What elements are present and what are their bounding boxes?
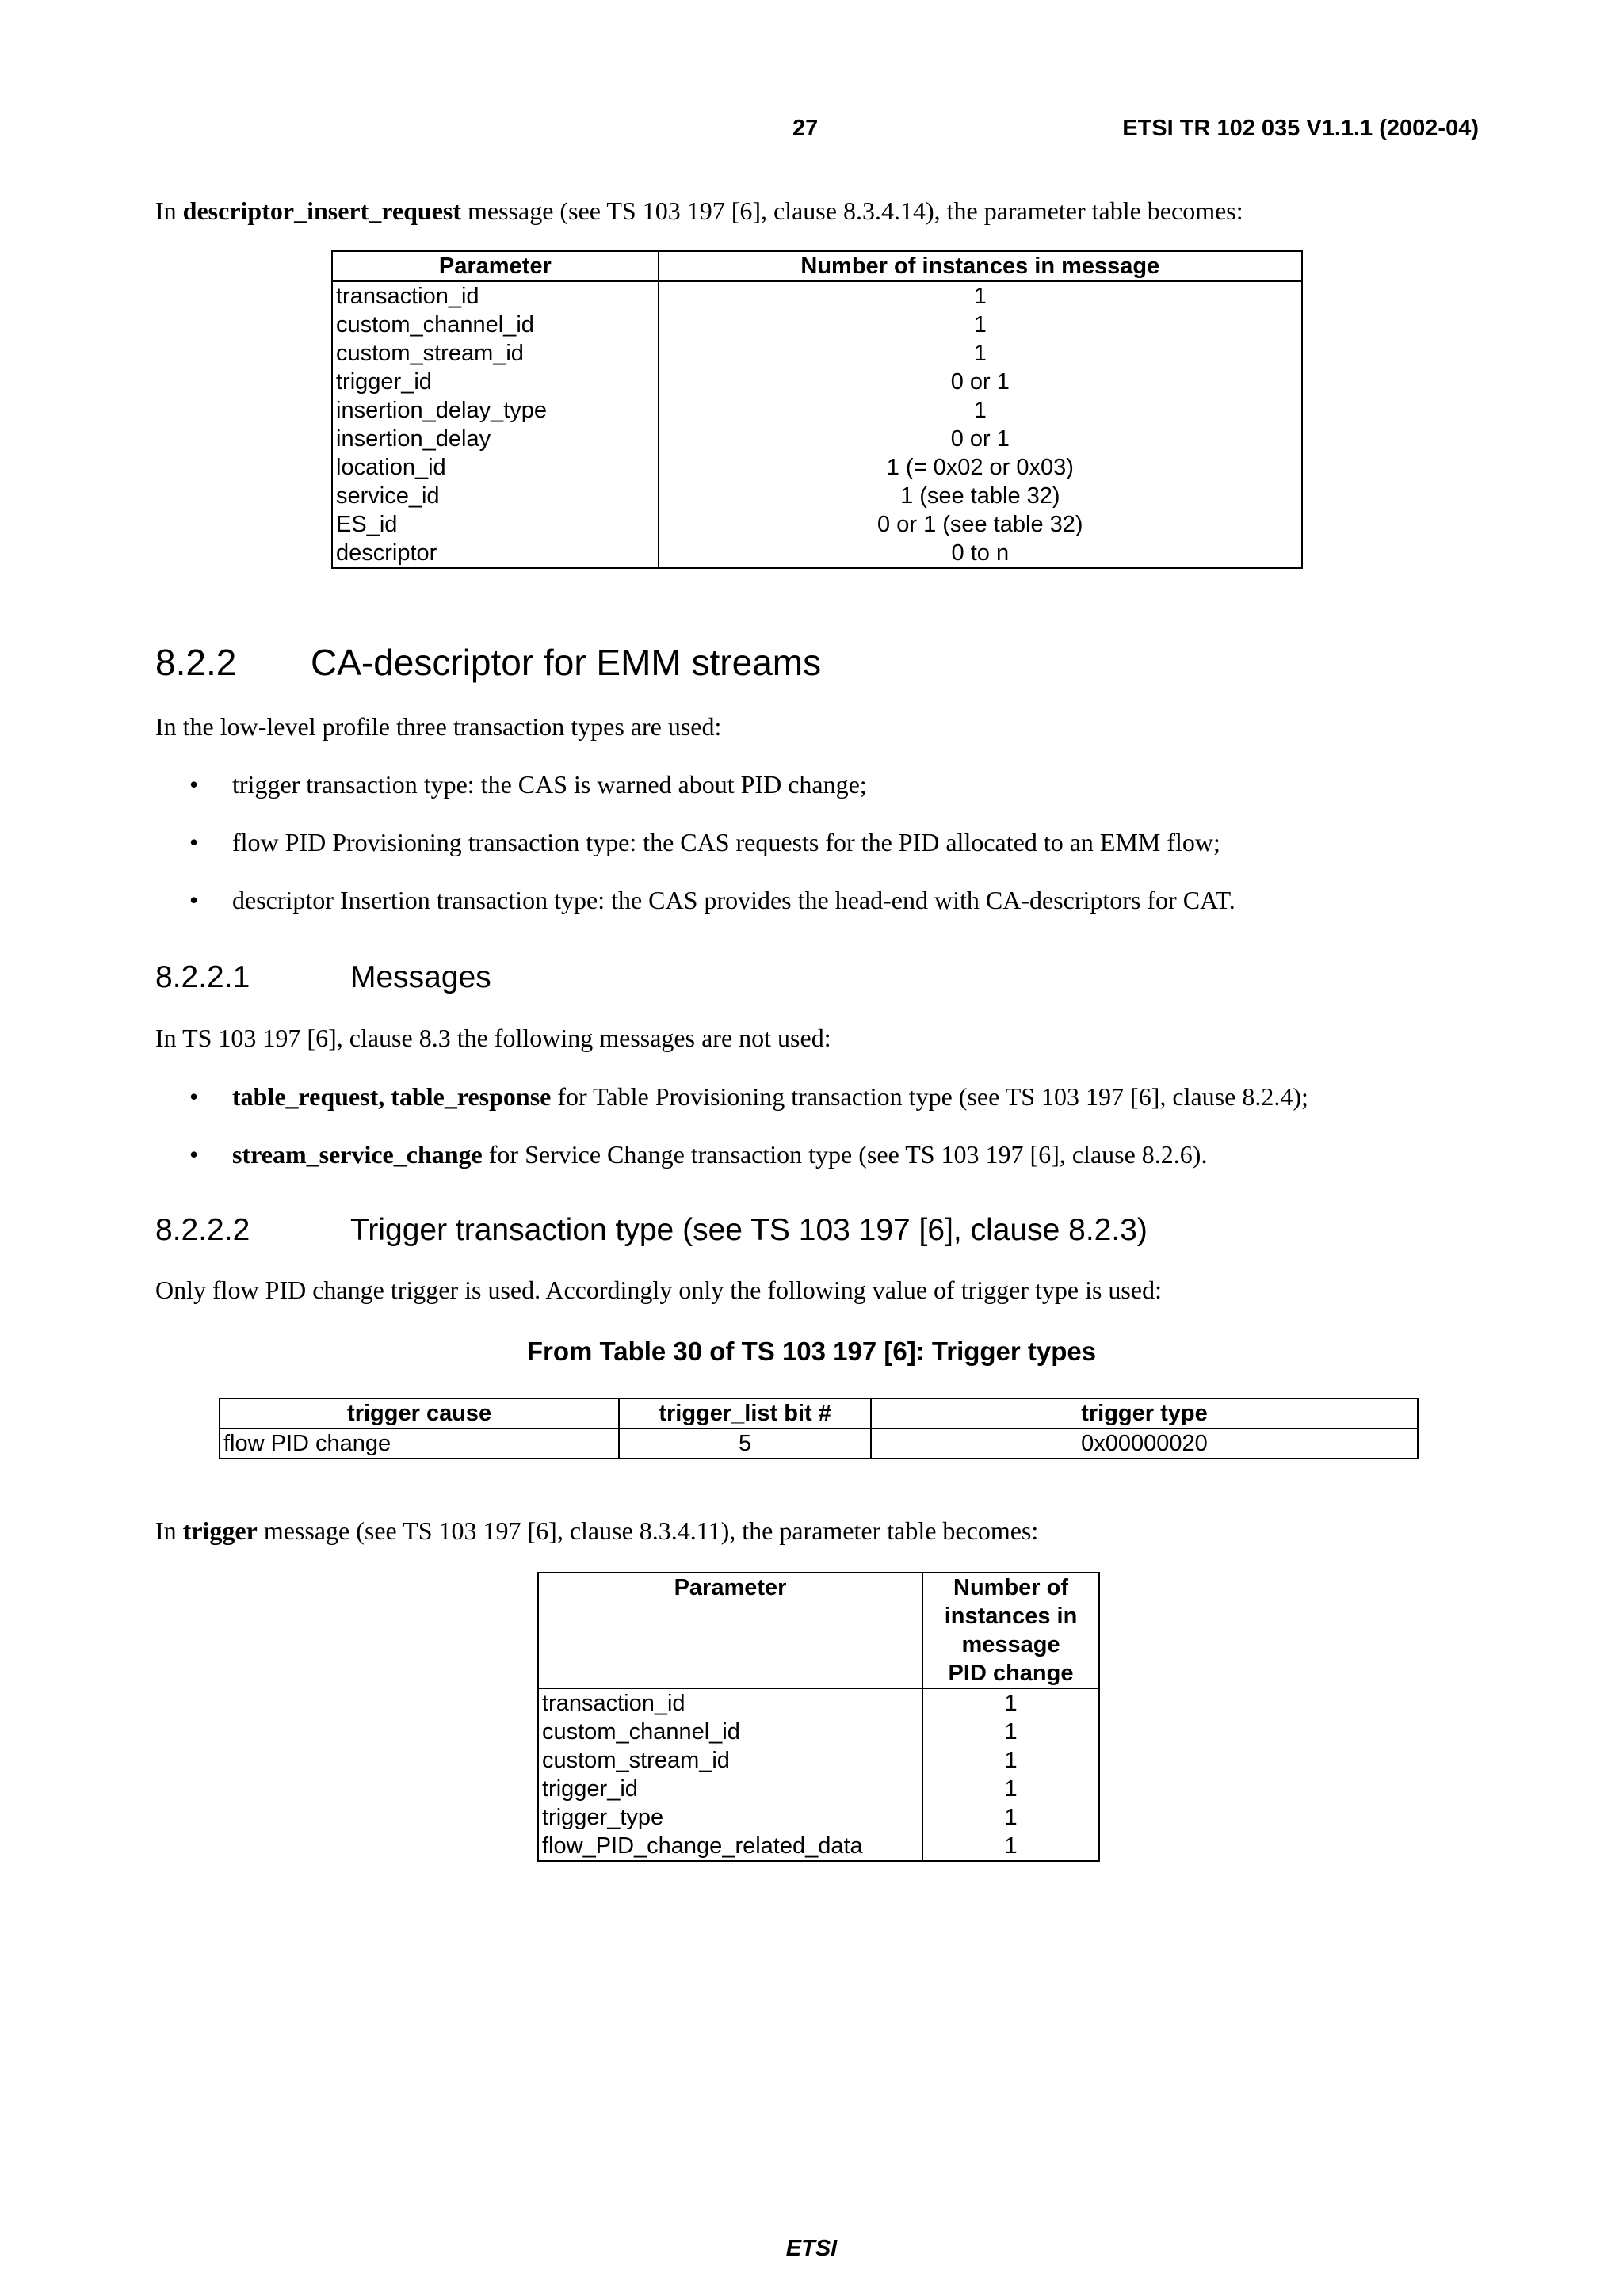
table-row — [332, 396, 1302, 425]
intro-suffix: message (see TS 103 197 [6], clause 8.3.4.11), the parameter table becomes: — [257, 1516, 1039, 1545]
header-line: instances in — [944, 1604, 1078, 1629]
table-cell-parameter: transaction_id — [538, 1688, 922, 1718]
table-cell-instances: 0 to n — [659, 539, 1302, 568]
table-cell-parameter: trigger_id — [538, 1775, 922, 1803]
trigger-types-table — [219, 1398, 1419, 1459]
bullet-icon: • — [189, 1140, 199, 1169]
table-cell-parameter: custom_channel_id — [538, 1718, 922, 1746]
table-cell-instances: 0 or 1 (see table 32) — [659, 510, 1302, 539]
list-item-text — [232, 1138, 1207, 1170]
header-line: message — [961, 1632, 1060, 1657]
table-cell-instances: 1 — [659, 339, 1302, 368]
table-row — [332, 453, 1302, 482]
intro-bold-term: descriptor_insert_request — [182, 196, 461, 225]
table-cell-parameter: location_id — [332, 453, 659, 482]
table-cell-parameter: descriptor — [332, 539, 659, 568]
message-description: for Service Change transaction type (see TS 103 197 [6], clause 8.2.6). — [482, 1140, 1208, 1169]
page-number: 27 — [792, 116, 819, 141]
document-reference: ETSI TR 102 035 V1.1.1 (2002-04) — [1122, 116, 1479, 141]
table-row — [332, 482, 1302, 510]
table-row — [220, 1428, 1418, 1459]
table-cell-trigger-type: 0x00000020 — [871, 1428, 1418, 1459]
intro-prefix: In — [155, 1516, 183, 1545]
table-row — [332, 539, 1302, 568]
table-row — [332, 425, 1302, 453]
table-row — [332, 311, 1302, 339]
table-cell-instances: 1 — [922, 1718, 1099, 1746]
table-cell-parameter: trigger_type — [538, 1803, 922, 1832]
intro-suffix: message (see TS 103 197 [6], clause 8.3.4.14), the parameter table becomes: — [461, 196, 1243, 225]
section-8-2-2-2-intro: Only flow PID change trigger is used. Accordingly only the following value of trigger type is used: — [155, 1276, 1162, 1304]
table-cell-parameter: flow_PID_change_related_data — [538, 1832, 922, 1861]
table-cell-parameter: custom_stream_id — [538, 1746, 922, 1775]
table-cell-parameter: trigger_id — [332, 368, 659, 396]
table-cell-trigger-list-bit: 5 — [619, 1428, 871, 1459]
table-cell-instances: 1 — [659, 396, 1302, 425]
footer-etsi: ETSI — [785, 2236, 838, 2261]
section-heading-8-2-2 — [155, 640, 821, 685]
table-cell-parameter: ES_id — [332, 510, 659, 539]
list-item-text: flow PID Provisioning transaction type: the CAS requests for the PID allocated to an EMM flow; — [232, 828, 1220, 856]
table-cell-parameter: custom_channel_id — [332, 311, 659, 339]
table-row — [538, 1688, 1099, 1718]
section-heading-8-2-2-1 — [155, 959, 491, 997]
table-cell-instances: 1 — [922, 1832, 1099, 1861]
table-row — [538, 1803, 1099, 1832]
section-8-2-2-intro: In the low-level profile three transaction types are used: — [155, 712, 722, 741]
table-cell-parameter: insertion_delay — [332, 425, 659, 453]
section-title: Messages — [350, 960, 491, 994]
trigger-parameter-table — [537, 1572, 1100, 1862]
table-cell-instances: 0 or 1 — [659, 425, 1302, 453]
table-cell-instances: 1 (= 0x02 or 0x03) — [659, 453, 1302, 482]
table-row — [332, 281, 1302, 311]
table-cell-instances: 1 — [922, 1688, 1099, 1718]
section-number: 8.2.2.1 — [155, 960, 250, 994]
list-item-text — [232, 1081, 1308, 1112]
descriptor-insert-intro — [155, 195, 1243, 227]
intro-prefix: In — [155, 196, 183, 225]
table-row — [538, 1775, 1099, 1803]
section-title: Trigger transaction type (see TS 103 197 [6], clause 8.2.3) — [350, 1213, 1148, 1247]
table-cell-instances: 1 — [659, 281, 1302, 311]
trigger-message-intro — [155, 1515, 1038, 1547]
section-number: 8.2.2 — [155, 642, 237, 683]
table-caption: From Table 30 of TS 103 197 [6]: Trigger types — [526, 1337, 1097, 1366]
table-header-parameter: Parameter — [538, 1573, 922, 1688]
table-cell-trigger-cause: flow PID change — [220, 1428, 619, 1459]
message-description: for Table Provisioning transaction type (see TS 103 197 [6], clause 8.2.4); — [551, 1082, 1308, 1111]
intro-bold-term: trigger — [182, 1516, 258, 1545]
message-name: table_request, table_response — [232, 1082, 552, 1111]
bullet-icon: • — [189, 828, 199, 856]
section-heading-8-2-2-2 — [155, 1211, 1148, 1249]
section-number: 8.2.2.2 — [155, 1213, 250, 1247]
table-header-parameter: Parameter — [332, 251, 659, 281]
table-header-trigger-type: trigger type — [871, 1398, 1418, 1428]
bullet-icon: • — [189, 886, 199, 914]
table-cell-instances: 1 — [922, 1746, 1099, 1775]
table-cell-instances: 1 — [922, 1803, 1099, 1832]
table-cell-parameter: service_id — [332, 482, 659, 510]
list-item-text: trigger transaction type: the CAS is warned about PID change; — [232, 770, 867, 799]
table-row — [332, 368, 1302, 396]
table-row — [538, 1718, 1099, 1746]
header-line: Number of — [953, 1575, 1069, 1600]
table-cell-instances: 1 — [922, 1775, 1099, 1803]
table-header-instances: Number of instances in message — [659, 251, 1302, 281]
table-row — [538, 1832, 1099, 1861]
table-cell-instances: 1 (see table 32) — [659, 482, 1302, 510]
table-cell-instances: 0 or 1 — [659, 368, 1302, 396]
table-cell-parameter: transaction_id — [332, 281, 659, 311]
table-cell-instances: 1 — [659, 311, 1302, 339]
header-line: PID change — [948, 1661, 1074, 1686]
table-cell-parameter: custom_stream_id — [332, 339, 659, 368]
table-row — [332, 339, 1302, 368]
table-header-row — [538, 1573, 1099, 1688]
list-item-text: descriptor Insertion transaction type: the CAS provides the head-end with CA-descriptors for CAT. — [232, 886, 1235, 914]
bullet-icon: • — [189, 1082, 199, 1111]
table-header-trigger-list-bit: trigger_list bit # — [619, 1398, 871, 1428]
section-8-2-2-1-intro: In TS 103 197 [6], clause 8.3 the following messages are not used: — [155, 1024, 831, 1052]
table-row — [538, 1746, 1099, 1775]
descriptor-insert-parameter-table — [331, 250, 1303, 569]
table-cell-parameter: insertion_delay_type — [332, 396, 659, 425]
bullet-icon: • — [189, 770, 199, 799]
table-header-trigger-cause: trigger cause — [220, 1398, 619, 1428]
message-name: stream_service_change — [232, 1140, 483, 1169]
table-header-row — [220, 1398, 1418, 1428]
table-header-instances — [922, 1573, 1099, 1688]
table-row — [332, 510, 1302, 539]
table-header-row — [332, 251, 1302, 281]
section-title: CA-descriptor for EMM streams — [311, 642, 822, 683]
